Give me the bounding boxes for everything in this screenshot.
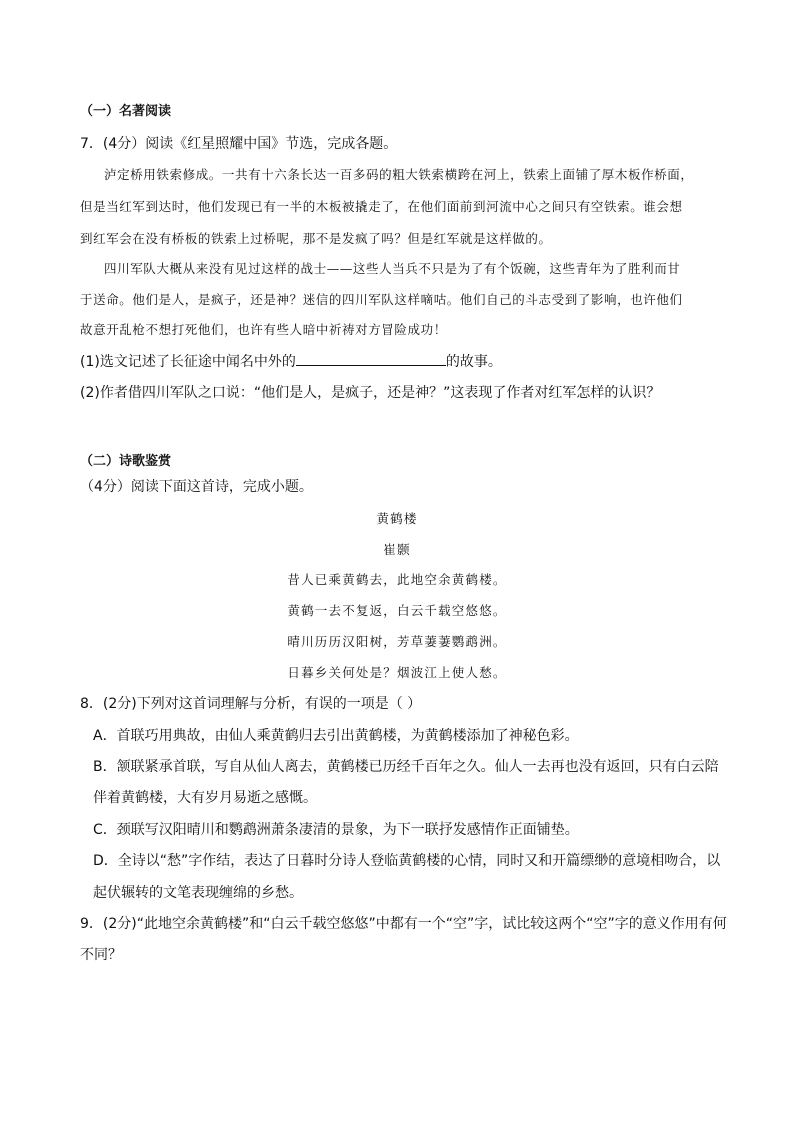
passage-line: 泸定桥用铁索修成。一共有十六条长达一百多码的粗大铁索横跨在河上，铁索上面铺了厚木板作桥面，: [104, 167, 694, 182]
q9-stem-continued: 不同？: [80, 947, 122, 963]
poem-line: 晴川历历汉阳树，芳草萋萋鹦鹉洲。: [287, 634, 507, 649]
q8-option-d: D．全诗以“愁”字作结，表达了日暮时分诗人登临黄鹤楼的心情，同时又和开篇缥缈的意境相吻合，以: [93, 853, 721, 869]
q8-option-d-continued: 起伏辗转的文笔表现缠绵的乡愁。: [93, 885, 303, 901]
q9-stem: 9．(2分)“此地空余黄鹤楼”和“白云千载空悠悠”中都有一个“空”字，试比较这两个“空”字的意义作用有何: [80, 916, 727, 932]
poem-title: 黄鹤楼: [376, 511, 418, 526]
section2-heading: （二）诗歌鉴赏: [80, 454, 172, 469]
q7-sub1-prefix: (1)选文记述了长征途中闻名中外的: [80, 354, 296, 370]
q7-stem: 7．(4分）阅读《红星照耀中国》节选，完成各题。: [80, 136, 398, 152]
passage-line: 到红军会在没有桥板的铁索上过桥呢，那不是发疯了吗？但是红军就是这样做的。: [80, 231, 552, 246]
section1-heading: （一）名著阅读: [80, 104, 172, 119]
poem-line: 日暮乡关何处是？烟波江上使人愁。: [287, 665, 507, 680]
poem-line: 黄鹤一去不复返，白云千载空悠悠。: [287, 603, 507, 618]
passage-line: 故意开乱枪不想打死他们，也许有些人暗中祈祷对方冒险成功！: [80, 322, 447, 337]
passage-line: 四川军队大概从来没有见过这样的战士——这些人当兵不只是为了有个饭碗，这些青年为了胜利而甘: [104, 261, 681, 276]
poem-intro: （4分）阅读下面这首诗，完成小题。: [80, 479, 313, 495]
q8-stem: 8．(2分)下列对这首词理解与分析，有误的一项是（ ）: [80, 696, 422, 712]
passage-line: 但是当红军到达时，他们发现已有一半的木板被撬走了，在他们面前到河流中心之间只有空铁索。谁会想: [80, 199, 683, 214]
q8-option-b: B．颔联紧承首联，写自从仙人离去，黄鹤楼已历经千百年之久。仙人一去再也没有返回，只有白云陪: [93, 759, 719, 775]
q7-sub2: (2)作者借四川军队之口说：“他们是人，是疯子，还是神？”这表现了作者对红军怎样的认识？: [80, 385, 661, 401]
q7-sub1-suffix: 的故事。: [445, 354, 502, 370]
q8-option-b-continued: 伴着黄鹤楼，大有岁月易逝之感慨。: [93, 790, 317, 806]
q8-option-a: A．首联巧用典故，由仙人乘黄鹤归去引出黄鹤楼，为黄鹤楼添加了神秘色彩。: [93, 728, 579, 744]
poem-line: 昔人已乘黄鹤去，此地空余黄鹤楼。: [287, 572, 507, 587]
answer-blank[interactable]: [296, 351, 446, 366]
poem-author: 崔颢: [383, 542, 411, 557]
passage-line: 于送命。他们是人，是疯子，还是神？迷信的四川军队这样嘀咕。他们自己的斗志受到了影响，也许他们: [80, 292, 683, 307]
q7-sub1: [80, 351, 502, 372]
q8-option-c: C．颈联写汉阳晴川和鹦鹉洲萧条凄清的景象，为下一联抒发感情作正面铺垫。: [93, 822, 579, 838]
